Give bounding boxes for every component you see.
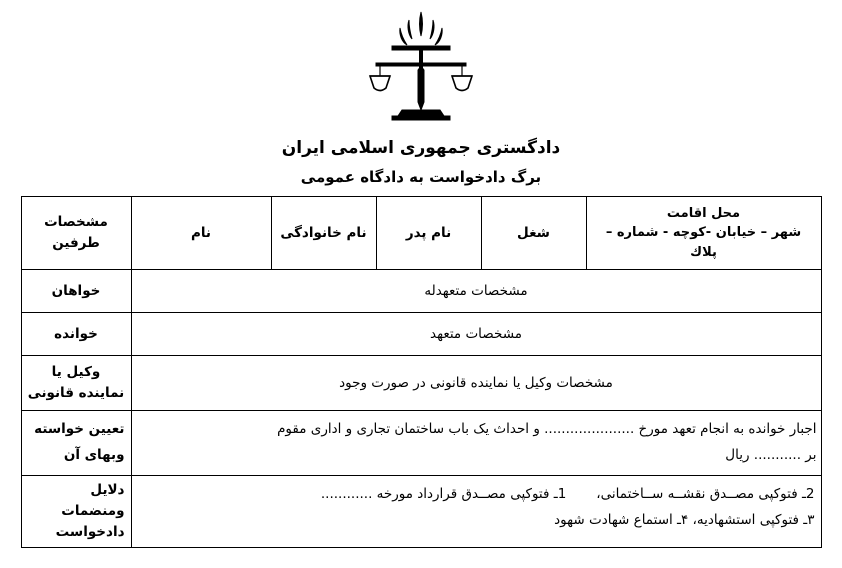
claim-label <box>21 411 131 476</box>
column-header-family-name: نام خانوادگی <box>271 197 376 270</box>
evidence-label <box>21 476 131 548</box>
column-header-residence <box>586 197 821 270</box>
plaintiff-label: خواهان <box>21 270 131 313</box>
table-row-plaintiff <box>21 270 821 313</box>
attorney-label-line-1: وکیل یا <box>51 364 101 381</box>
table-row-evidence <box>21 476 821 548</box>
defendant-label: خوانده <box>21 313 131 356</box>
claim-label-line-1: تعیین خواسته <box>34 421 125 438</box>
defendant-details[interactable]: مشخصات متعهد <box>131 313 821 356</box>
column-header-job: شغل <box>481 197 586 270</box>
evidence-item-1: 1ـ فتوكپی مصــدق قرارداد مورخه ............ <box>320 486 567 502</box>
residence-line-1: محل اقامت <box>666 205 741 221</box>
evidence-label-line-2: ومنضمات <box>61 502 125 519</box>
evidence-items-3-4: ۳ـ فتوكپی استشهادیه، ۴ـ استماع شهادت شهود <box>554 511 815 528</box>
column-header-name: نام <box>131 197 271 270</box>
table-header-row <box>21 197 821 270</box>
document-header <box>0 0 842 186</box>
attorney-label-line-2: نماینده قانونی <box>27 385 125 401</box>
residence-line-2: شهر – خیابان -کوچه - شماره – پلاك <box>605 225 802 260</box>
claim-label-line-2: وبهای آن <box>63 447 125 463</box>
column-header-parties: مشخصات طرفین <box>21 197 131 270</box>
evidence-line-1-group <box>138 480 815 508</box>
evidence-label-line-3: دادخواست <box>55 523 125 540</box>
form-title: برگ دادخواست به دادگاه عمومی <box>300 168 542 186</box>
evidence-item-2: 2ـ فتوكپی مصــدق نقشــه ســاختمانی، <box>596 486 815 502</box>
evidence-details[interactable] <box>131 476 821 548</box>
claim-details[interactable] <box>131 411 821 476</box>
attorney-label <box>21 356 131 411</box>
table-row-defendant <box>21 313 821 356</box>
claim-line-2: بر ........... ریال <box>725 447 817 463</box>
table-row-claim <box>21 411 821 476</box>
table-row-attorney <box>21 356 821 411</box>
attorney-details[interactable]: مشخصات وکیل یا نماینده قانونی در صورت وجود <box>131 356 821 411</box>
claim-line-1: اجبار خوانده به انجام تعهد مورخ ..................... و احداث یک باب ساختمان تجاری و اداری مقوم <box>277 421 817 438</box>
plaintiff-details[interactable]: مشخصات متعهدله <box>131 270 821 313</box>
petition-form-table <box>21 196 822 548</box>
column-header-father-name: نام پدر <box>376 197 481 270</box>
iran-emblem-justice-scales-icon <box>346 6 496 136</box>
evidence-label-line-1: دلایل <box>90 482 125 498</box>
organization-title: دادگستری جمهوری اسلامی ایران <box>281 138 561 158</box>
